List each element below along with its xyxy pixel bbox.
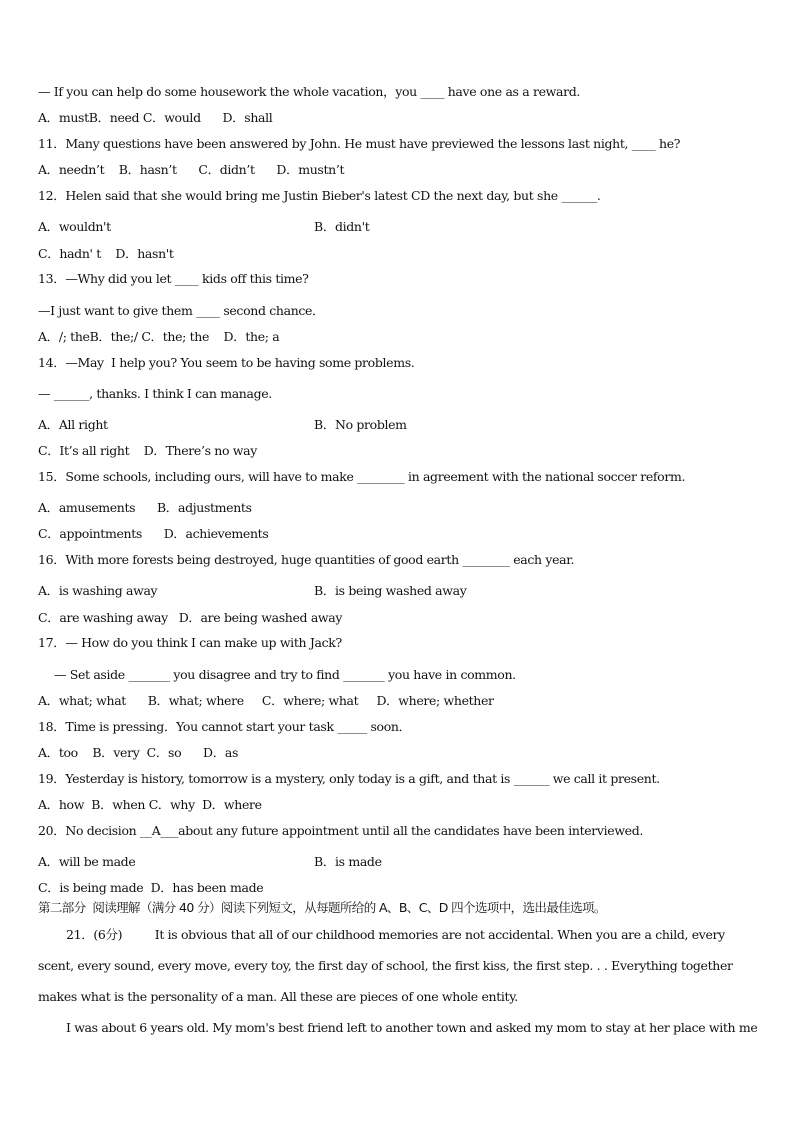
question-16-option-b: B．is being washed away: [314, 583, 467, 598]
passage-21-line-3: makes what is the personality of a man. All these are pieces of one whole entity.: [38, 989, 518, 1004]
question-12-options-cd: C．hadn' t D．hasn't: [38, 246, 174, 261]
question-20-stem: 20．No decision __A___about any future appointment until all the candidates have been interviewed.: [38, 823, 643, 838]
question-16-stem: 16．With more forests being destroyed, huge quantities of good earth ________ each year.: [38, 552, 575, 567]
question-17-reply: — Set aside _______ you disagree and try to find _______ you have in common.: [54, 667, 516, 682]
question-10-stem: — If you can help do some housework the whole vacation，you ____ have one as a reward.: [38, 84, 580, 99]
question-13-stem: 13．—Why did you let ____ kids off this time?: [38, 271, 309, 286]
question-14-option-a: A．All right: [38, 417, 108, 432]
question-11-stem: 11．Many questions have been answered by John. He must have previewed the lessons last night, ____ he?: [38, 136, 681, 151]
part-two-heading: 第二部分 阅读理解（满分 40 分）阅读下列短文，从每题所给的 A、B、C、D 四个选项中，选出最佳选项。: [38, 900, 606, 915]
passage-21-line-1: 21．(6分) It is obvious that all of our childhood memories are not accidental. When you are a child, every: [66, 927, 725, 942]
question-11-options: A．needn’t B．hasn’t C．didn’t D．mustn’t: [38, 162, 345, 177]
question-16-options-cd: C．are washing away D．are being washed away: [38, 610, 343, 625]
question-12-stem: 12．Helen said that she would bring me Justin Bieber's latest CD the next day, but she ______.: [38, 188, 601, 203]
question-17-stem: 17．— How do you think I can make up with Jack?: [38, 635, 342, 650]
question-19-options: A．how B．when C．why D．where: [38, 797, 262, 812]
question-20-options-cd: C．is being made D．has been made: [38, 880, 264, 895]
question-15-options-ab: A．amusements B．adjustments: [38, 500, 252, 515]
question-13-reply: —I just want to give them ____ second chance．: [38, 303, 325, 318]
question-20-option-b: B．is made: [314, 854, 382, 869]
question-17-options: A．what; what B．what; where C．where; what D．where; whether: [38, 693, 494, 708]
question-12-option-a: A．wouldn't: [38, 219, 111, 234]
question-16-option-a: A．is washing away: [38, 583, 158, 598]
question-10-options: A．mustB．need C．would D．shall: [38, 110, 273, 125]
passage-21-line-2: scent, every sound, every move, every toy, the first day of school, the first kiss, the first step. . . Everything together: [38, 958, 733, 973]
question-14-reply: — ______, thanks. I think I can manage.: [38, 386, 272, 401]
question-15-stem: 15．Some schools, including ours, will have to make ________ in agreement with the national soccer reform.: [38, 469, 686, 484]
question-14-options-cd: C．It’s all right D．There’s no way: [38, 443, 257, 458]
question-14-stem: 14．—May I help you? You seem to be having some problems.: [38, 355, 415, 370]
question-18-stem: 18．Time is pressing．You cannot start your task _____ soon．: [38, 719, 411, 734]
question-15-options-cd: C．appointments D．achievements: [38, 526, 269, 541]
question-18-options: A．too B．very C．so D．as: [38, 745, 239, 760]
question-20-option-a: A．will be made: [38, 854, 136, 869]
question-19-stem: 19．Yesterday is history, tomorrow is a mystery, only today is a gift, and that is ______ we call it present.: [38, 771, 660, 786]
question-12-option-b: B．didn't: [314, 219, 370, 234]
question-13-options: A．/; theB．the;/ C．the; the D．the; a: [38, 329, 280, 344]
passage-21-line-4: I was about 6 years old. My mom's best friend left to another town and asked my mom to stay at her place with me: [66, 1020, 758, 1035]
question-14-option-b: B．No problem: [314, 417, 407, 432]
